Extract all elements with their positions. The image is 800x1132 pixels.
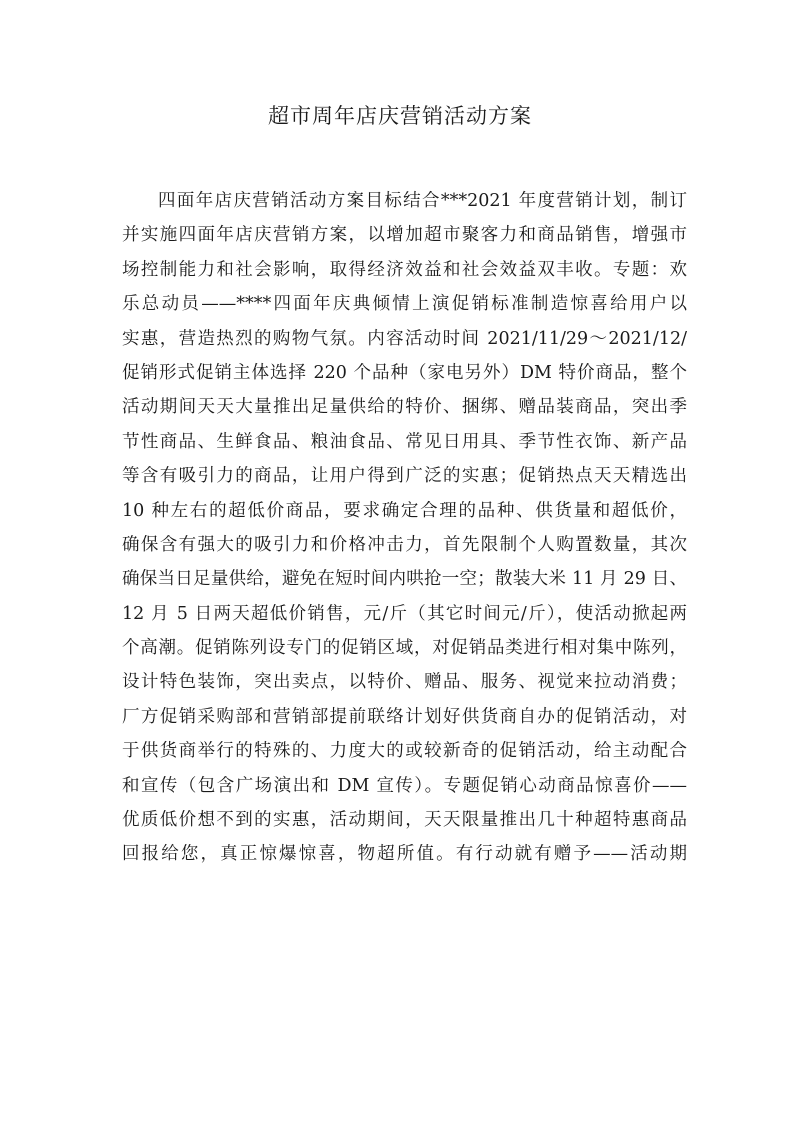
body-line: 并实施四面年店庆营销方案，以增加超市聚客力和商品销售，增强市 <box>122 225 687 246</box>
document-title: 超市周年店庆营销活动方案 <box>268 104 532 128</box>
document-body <box>122 184 687 872</box>
body-line: 确保含有强大的吸引力和价格冲击力，首先限制个人购置数量，其次 <box>122 534 687 555</box>
body-line: 实惠，营造热烈的购物气氛。内容活动时间 2021/11/29～2021/12/ <box>122 328 687 349</box>
body-line: 场控制能力和社会影响，取得经济效益和社会效益双丰收。专题：欢 <box>122 259 687 280</box>
body-line: 于供货商举行的特殊的、力度大的或较新奇的促销活动，给主动配合 <box>122 741 687 762</box>
body-line: 四面年店庆营销活动方案目标结合***2021 年度营销计划，制订 <box>158 191 687 211</box>
body-line: 确保当日足量供给，避免在短时间内哄抢一空；散装大米 11 月 29 日、 <box>122 569 687 590</box>
body-line: 10 种左右的超低价商品，要求确定合理的品种、供货量和超低价， <box>122 500 687 521</box>
body-line: 12 月 5 日两天超低价销售，元/斤（其它时间元/斤），使活动掀起两 <box>122 603 687 624</box>
body-line: 回报给您，真正惊爆惊喜，物超所值。有行动就有赠予——活动期 <box>122 844 687 865</box>
body-line: 优质低价想不到的实惠，活动期间，天天限量推出几十种超特惠商品 <box>122 810 687 831</box>
body-line: 厂方促销采购部和营销部提前联络计划好供货商自办的促销活动，对 <box>122 706 687 727</box>
body-line: 和宣传（包含广场演出和 DM 宣传）。专题促销心动商品惊喜价—— <box>122 775 687 796</box>
body-line: 活动期间天天大量推出足量供给的特价、捆绑、赠品装商品，突出季 <box>122 397 687 418</box>
body-line: 等含有吸引力的商品，让用户得到广泛的实惠；促销热点天天精选出 <box>122 466 687 487</box>
body-line: 乐总动员——****四面年庆典倾情上演促销标准制造惊喜给用户以 <box>122 294 687 315</box>
body-line: 节性商品、生鲜食品、粮油食品、常见日用具、季节性衣饰、新产品 <box>122 431 687 452</box>
body-line: 个高潮。促销陈列设专门的促销区域，对促销品类进行相对集中陈列， <box>122 638 687 659</box>
body-line: 设计特色装饰，突出卖点，以特价、赠品、服务、视觉来拉动消费； <box>122 672 687 693</box>
body-line: 促销形式促销主体选择 220 个品种（家电另外）DM 特价商品，整个 <box>122 362 687 383</box>
